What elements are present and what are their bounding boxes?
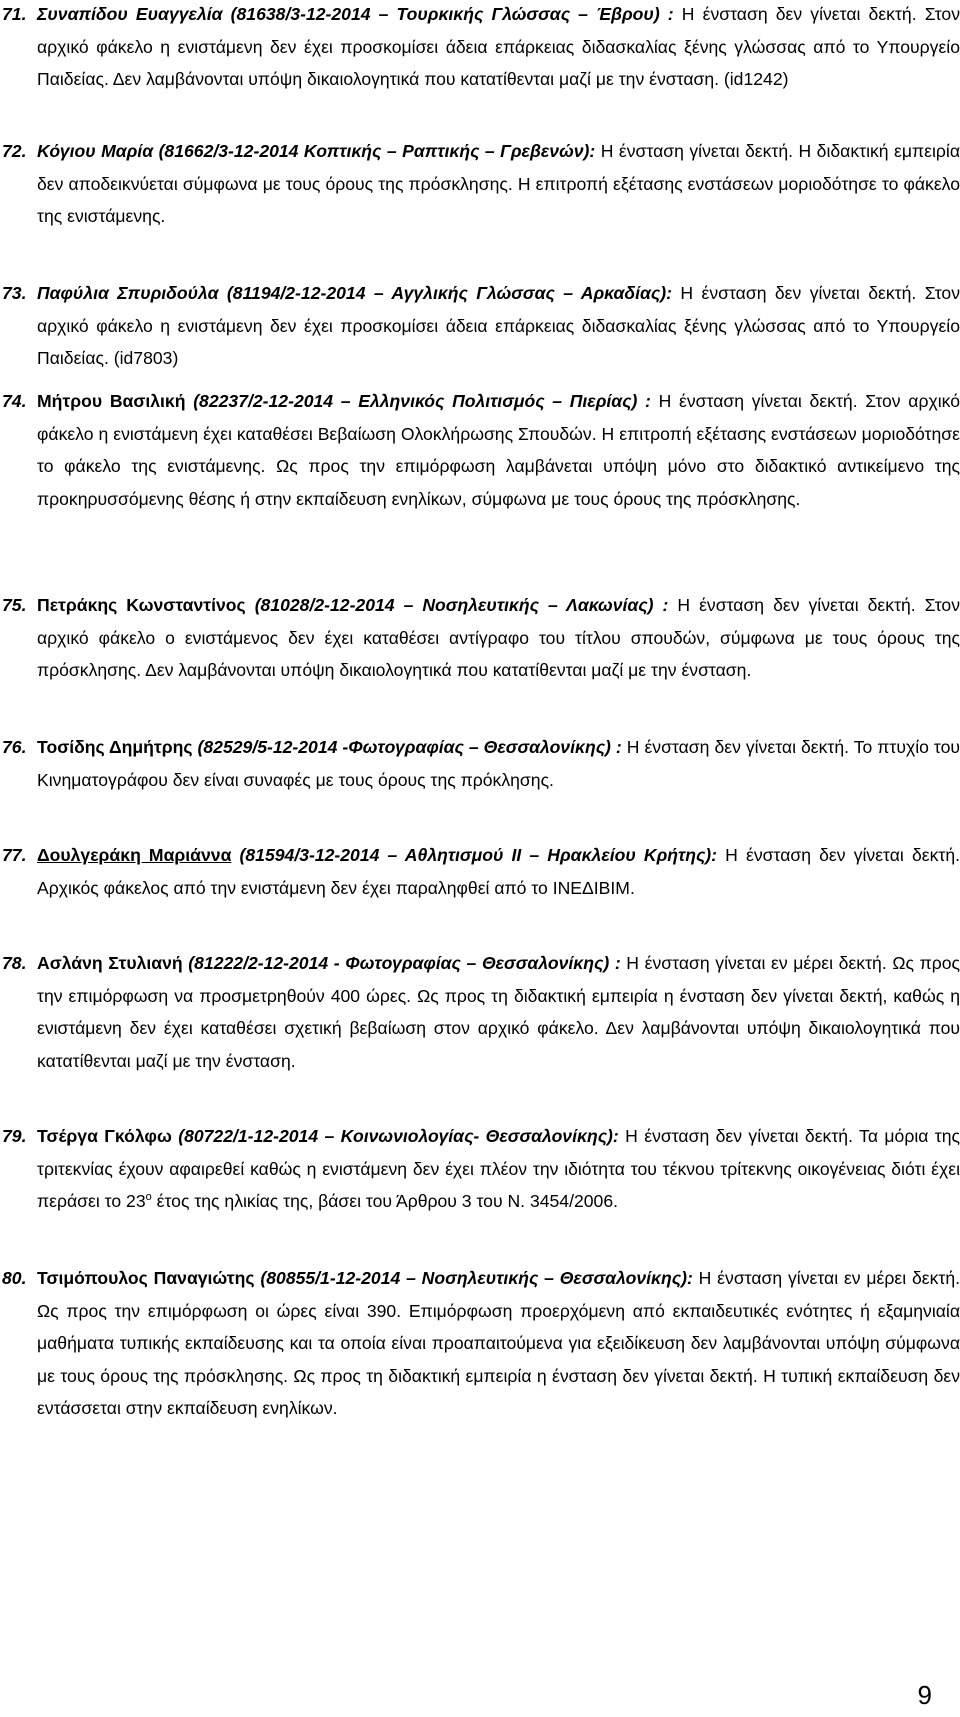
- decision-text: Η ένσταση γίνεται δεκτή. Η διδακτική εμπειρία δεν αποδεικνύεται σύμφωνα με τους όρους της πρόσκλησης. Η επιτροπή εξέτασης ενστάσεων μοριοδότησε το φάκελο της ενιστάμενης.: [37, 141, 960, 226]
- decision-text: Η ένσταση γίνεται εν μέρει δεκτή. Ως προς την επιμόρφωση να προσμετρηθούν 400 ώρες. Ως προς τη διδακτική εμπειρία η ένσταση δεν γίνεται δεκτή, καθώς η ενιστάμενη δεν έχει καταθέσει σχετική βεβαίωση στον αρχικό φάκελο. Δεν λαμβάνονται υπόψη δικαιολογητικά που κατατίθενται μαζί με την ένσταση.: [37, 953, 960, 1071]
- objection-entry-72: [0, 135, 960, 233]
- applicant-details: (81194/2-12-2014 – Αγγλικής Γλώσσας – Αρκαδίας):: [226, 283, 672, 303]
- applicant-details: (80722/1-12-2014 – Κοινωνιολογίας- Θεσσαλονίκης):: [178, 1126, 619, 1146]
- objection-entry-79: [0, 1120, 960, 1218]
- applicant-details: (81638/3-12-2014 – Τουρκικής Γλώσσας – Έβρου) :: [230, 4, 674, 24]
- applicant-details: (82237/2-12-2014 – Ελληνικός Πολιτισμός – Πιερίας) :: [193, 391, 651, 411]
- ordinal-superscript: ο: [145, 1191, 152, 1204]
- applicant-details: (82529/5-12-2014 -Φωτογραφίας – Θεσσαλονίκης) :: [197, 737, 622, 757]
- applicant-details: (81222/2-12-2014 - Φωτογραφίας – Θεσσαλονίκης) :: [188, 953, 621, 973]
- entry-number: 75.: [2, 595, 27, 615]
- decision-text-end: έτος της ηλικίας της, βάσει του Άρθρου 3 του Ν. 3454/2006.: [151, 1191, 619, 1211]
- applicant-name: Παφύλια Σπυριδούλα: [37, 283, 219, 303]
- entry-number: 72.: [2, 141, 27, 161]
- applicant-name: Συναπίδου Ευαγγελία: [37, 4, 223, 24]
- applicant-name: Ασλάνη Στυλιανή: [37, 953, 183, 973]
- entry-number: 73.: [2, 283, 27, 303]
- decision-text: Η ένσταση δεν γίνεται δεκτή. Το πτυχίο του Κινηματογράφου δεν είναι συναφές με τους όρους της πρόκλησης.: [37, 737, 960, 790]
- entry-number: 74.: [2, 391, 27, 411]
- applicant-name: Τοσίδης Δημήτρης: [37, 737, 193, 757]
- objection-entry-73: [0, 277, 960, 375]
- decision-text: Η ένσταση γίνεται εν μέρει δεκτή. Ως προς την επιμόρφωση οι ώρες είναι 390. Επιμόρφωση προερχόμενη από εκπαιδευτικές ενότητες ή εξαμηνιαία μαθήματα τυπικής εκπαίδευσης και τα οποία είναι προαπαιτούμενα για εξειδίκευση δεν λαμβάνονται υπόψη σύμφωνα με τους όρους της πρόσκλησης. Ως προς τη διδακτική εμπειρία η ένσταση δεν γίνεται δεκτή. Η τυπική εκπαίδευση δεν εντάσσεται στην εκπαίδευση ενηλίκων.: [37, 1268, 960, 1418]
- objection-entry-76: [0, 731, 960, 796]
- decision-text: Η ένσταση δεν γίνεται δεκτή. Τα μόρια της τριτεκνίας έχουν αφαιρεθεί καθώς η ενιστάμενη δεν έχει πλέον την ιδιότητα του τέκνου τρίτεκνης οικογένειας διότι έχει περάσει το 23: [37, 1126, 960, 1211]
- objection-entry-77: [0, 839, 960, 904]
- applicant-details: (81594/3-12-2014 – Αθλητισμού ΙΙ – Ηρακλείου Κρήτης):: [239, 845, 718, 865]
- entry-number: 80.: [2, 1268, 27, 1288]
- entry-number: 78.: [2, 953, 27, 973]
- entry-number: 71.: [2, 4, 27, 24]
- applicant-name: Δουλγεράκη Μαριάννα: [37, 845, 232, 865]
- applicant-name: Πετράκης Κωνσταντίνος: [37, 595, 246, 615]
- decision-text: Η ένσταση δεν γίνεται δεκτή. Αρχικός φάκελος από την ενιστάμενη δεν έχει παραληφθεί από το ΙΝΕΔΙΒΙΜ.: [37, 845, 960, 898]
- applicant-name: Κόγιου Μαρία: [37, 141, 154, 161]
- decision-text: Η ένσταση δεν γίνεται δεκτή. Στον αρχικό φάκελο ο ενιστάμενος δεν έχει καταθέσει αντίγραφο του τίτλου σπουδών, σύμφωνα με τους όρους της πρόσκλησης. Δεν λαμβάνονται υπόψη δικαιολογητικά που κατατίθενται μαζί με την ένσταση.: [37, 595, 960, 680]
- decision-text: Η ένσταση δεν γίνεται δεκτή. Στον αρχικό φάκελο η ενιστάμενη δεν έχει προσκομίσει άδεια επάρκειας διδασκαλίας ξένης γλώσσας από το Υπουργείο Παιδείας. (id7803): [37, 283, 960, 368]
- entry-number: 76.: [2, 737, 27, 757]
- applicant-name: Τσέργα Γκόλφω: [37, 1126, 172, 1146]
- decision-text: Η ένσταση γίνεται δεκτή. Στον αρχικό φάκελο η ενιστάμενη έχει καταθέσει Βεβαίωση Ολοκλήρωσης Σπουδών. Η επιτροπή εξέτασης ενστάσεων μοριοδότησε το φάκελο της ενιστάμενης. Ως προς την επιμόρφωση λαμβάνεται υπόψη μόνο στο διδακτικό αντικείμενο της προκηρυσσόμενης θέσης ή στην εκπαίδευση ενηλίκων, σύμφωνα με τους όρους της πρόσκλησης.: [37, 391, 960, 509]
- objection-entry-78: [0, 947, 960, 1077]
- objection-entry-71: [0, 0, 960, 96]
- applicant-details: (80855/1-12-2014 – Νοσηλευτικής – Θεσσαλονίκης):: [260, 1268, 693, 1288]
- decision-text: Η ένσταση δεν γίνεται δεκτή. Στον αρχικό φάκελο η ενιστάμενη δεν έχει προσκομίσει άδεια επάρκειας διδασκαλίας ξένης γλώσσας από το Υπουργείο Παιδείας. Δεν λαμβάνονται υπόψη δικαιολογητικά που κατατίθενται μαζί με την ένσταση. (id1242): [37, 4, 960, 89]
- applicant-details: (81662/3-12-2014 Κοπτικής – Ραπτικής – Γρεβενών):: [158, 141, 596, 161]
- page-number: 9: [917, 1680, 932, 1710]
- entry-number: 77.: [2, 845, 27, 865]
- applicant-name: Μήτρου Βασιλική: [37, 391, 186, 411]
- objection-entry-75: [0, 589, 960, 687]
- objection-entry-80: [0, 1262, 960, 1425]
- applicant-name: Τσιμόπουλος Παναγιώτης: [37, 1268, 255, 1288]
- objection-entry-74: [0, 385, 960, 515]
- entry-number: 79.: [2, 1126, 27, 1146]
- applicant-details: (81028/2-12-2014 – Νοσηλευτικής – Λακωνίας) :: [254, 595, 669, 615]
